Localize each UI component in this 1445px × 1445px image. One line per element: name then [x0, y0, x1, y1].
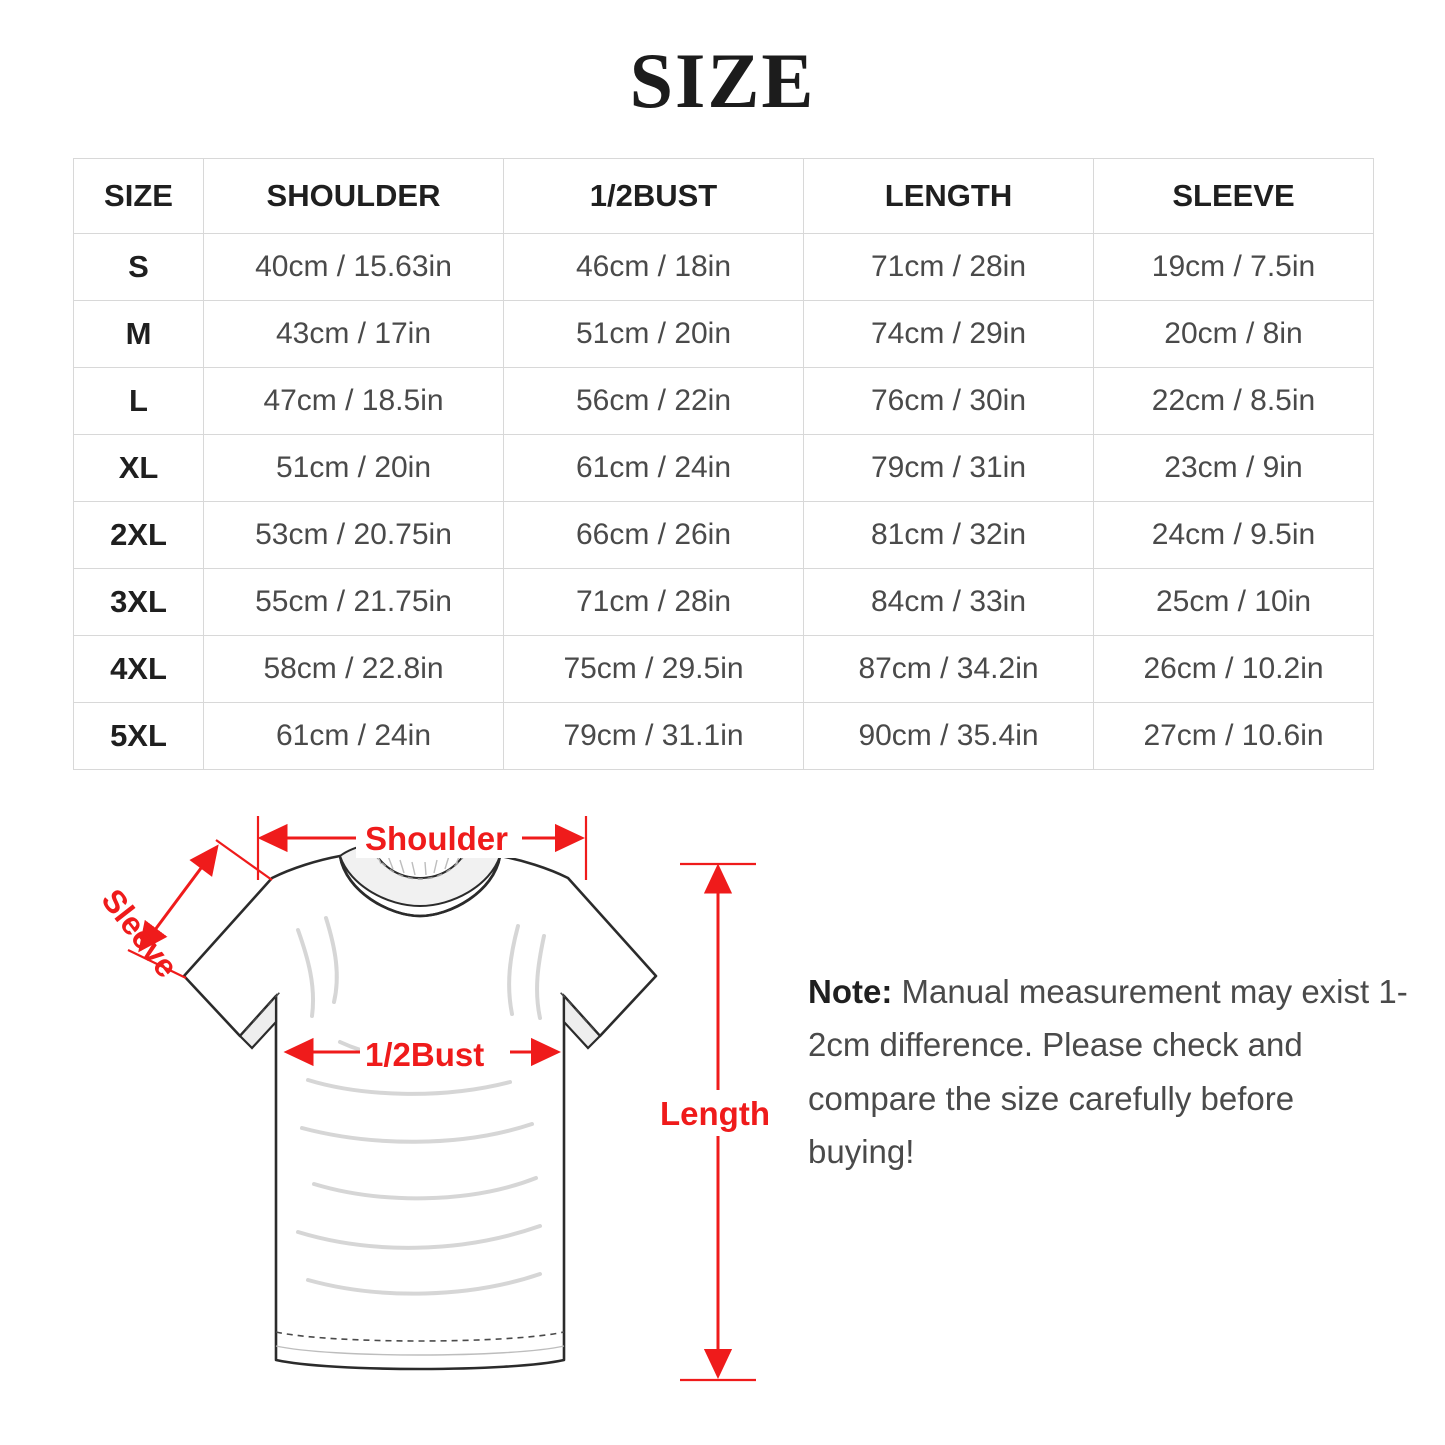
cell-shoulder: 61cm / 24in: [204, 703, 504, 770]
cell-size: L: [74, 368, 204, 435]
table-row: [74, 502, 1374, 569]
column-header-sleeve: SLEEVE: [1094, 159, 1374, 234]
cell-shoulder: 40cm / 15.63in: [204, 234, 504, 301]
cell-length: 81cm / 32in: [804, 502, 1094, 569]
cell-bust: 79cm / 31.1in: [504, 703, 804, 770]
table-row: [74, 636, 1374, 703]
tshirt-measurement-diagram: [40, 780, 800, 1420]
cell-length: 71cm / 28in: [804, 234, 1094, 301]
cell-sleeve: 26cm / 10.2in: [1094, 636, 1374, 703]
table-row: [74, 569, 1374, 636]
cell-sleeve: 24cm / 9.5in: [1094, 502, 1374, 569]
length-label: Length: [660, 1095, 770, 1132]
note-text: Manual measurement may exist 1-2cm difference. Please check and compare the size carefully before buying!: [808, 973, 1408, 1171]
cell-length: 84cm / 33in: [804, 569, 1094, 636]
column-header-size: SIZE: [74, 159, 204, 234]
cell-sleeve: 22cm / 8.5in: [1094, 368, 1374, 435]
cell-bust: 56cm / 22in: [504, 368, 804, 435]
table-row: [74, 368, 1374, 435]
cell-bust: 66cm / 26in: [504, 502, 804, 569]
cell-sleeve: 20cm / 8in: [1094, 301, 1374, 368]
bust-label: 1/2Bust: [365, 1036, 485, 1073]
cell-size: XL: [74, 435, 204, 502]
table-header-row: [74, 159, 1374, 234]
note-label: Note:: [808, 973, 893, 1010]
cell-bust: 71cm / 28in: [504, 569, 804, 636]
tshirt-illustration: [184, 844, 656, 1369]
size-table-container: [73, 158, 1373, 770]
shoulder-label: Shoulder: [365, 820, 509, 857]
cell-shoulder: 43cm / 17in: [204, 301, 504, 368]
note-block: [808, 965, 1408, 1179]
column-header-bust: 1/2BUST: [504, 159, 804, 234]
table-row: [74, 703, 1374, 770]
table-row: [74, 234, 1374, 301]
cell-bust: 75cm / 29.5in: [504, 636, 804, 703]
cell-size: M: [74, 301, 204, 368]
cell-size: 3XL: [74, 569, 204, 636]
cell-size: 2XL: [74, 502, 204, 569]
size-table: [73, 158, 1374, 770]
column-header-length: LENGTH: [804, 159, 1094, 234]
cell-sleeve: 25cm / 10in: [1094, 569, 1374, 636]
cell-length: 90cm / 35.4in: [804, 703, 1094, 770]
table-row: [74, 301, 1374, 368]
page-title: SIZE: [629, 37, 816, 124]
cell-shoulder: 51cm / 20in: [204, 435, 504, 502]
cell-length: 76cm / 30in: [804, 368, 1094, 435]
cell-length: 74cm / 29in: [804, 301, 1094, 368]
sleeve-label: Sleeve: [94, 882, 186, 985]
sleeve-guide-top: [216, 840, 272, 880]
cell-length: 87cm / 34.2in: [804, 636, 1094, 703]
cell-size: 4XL: [74, 636, 204, 703]
cell-bust: 61cm / 24in: [504, 435, 804, 502]
column-header-shoulder: SHOULDER: [204, 159, 504, 234]
cell-shoulder: 47cm / 18.5in: [204, 368, 504, 435]
cell-bust: 51cm / 20in: [504, 301, 804, 368]
cell-sleeve: 23cm / 9in: [1094, 435, 1374, 502]
cell-shoulder: 55cm / 21.75in: [204, 569, 504, 636]
cell-size: S: [74, 234, 204, 301]
cell-length: 79cm / 31in: [804, 435, 1094, 502]
cell-shoulder: 58cm / 22.8in: [204, 636, 504, 703]
table-row: [74, 435, 1374, 502]
cell-shoulder: 53cm / 20.75in: [204, 502, 504, 569]
cell-size: 5XL: [74, 703, 204, 770]
cell-sleeve: 19cm / 7.5in: [1094, 234, 1374, 301]
cell-bust: 46cm / 18in: [504, 234, 804, 301]
cell-sleeve: 27cm / 10.6in: [1094, 703, 1374, 770]
